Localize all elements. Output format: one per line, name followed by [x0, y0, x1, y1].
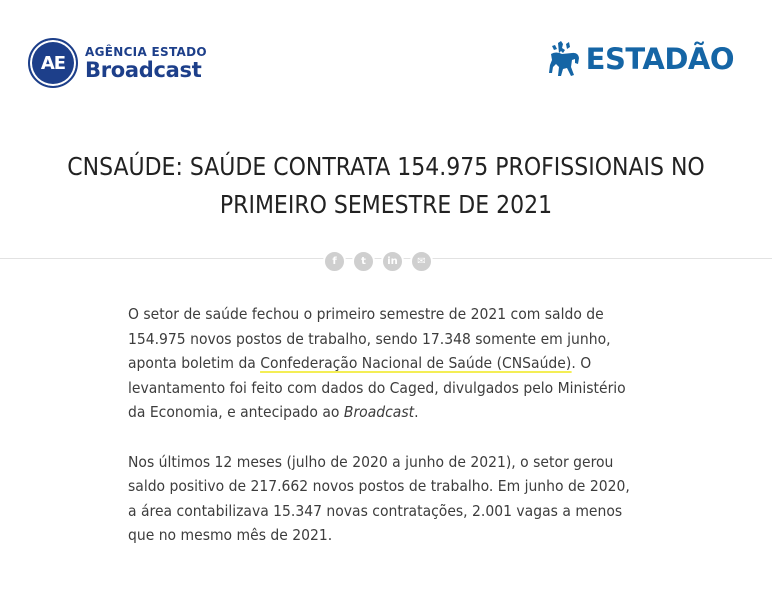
- share-bar: [323, 250, 433, 273]
- article-title-line-2: PRIMEIRO SEMESTRE DE 2021: [219, 190, 553, 219]
- broadcast-italic: Broadcast: [343, 403, 415, 421]
- linkedin-icon[interactable]: in: [381, 250, 404, 273]
- header: [0, 30, 772, 94]
- ae-logo-text: [85, 46, 207, 81]
- paragraph-1: [128, 302, 630, 425]
- facebook-icon[interactable]: f: [323, 250, 346, 273]
- twitter-icon[interactable]: t: [352, 250, 375, 273]
- paragraph-2: Nos últimos 12 meses (julho de 2020 a junho de 2021), o setor gerou saldo positivo de 217.662 novos postos de trabalho. Em junho de 2020, a área contabilizava 15.347 novas contratações, 2.001 vagas a menos que no mesmo mês de 2021.: [128, 452, 630, 544]
- ae-badge: AE: [28, 38, 78, 88]
- article-title: [46, 148, 725, 224]
- paragraph-1-part-3: .: [414, 403, 419, 421]
- cnsaude-link[interactable]: Confederação Nacional de Saúde (CNSaúde): [260, 354, 572, 372]
- paragraph-1-part-1: O setor de saúde fechou o primeiro semestre de 2021 com saldo de 154.975 novos postos de trabalho, sendo 17.348 somente em junho, aponta boletim da: [128, 305, 611, 372]
- agencia-estado-broadcast-logo[interactable]: [28, 38, 207, 88]
- horse-rider-icon: [548, 40, 582, 78]
- article-body: [128, 302, 648, 573]
- paragraph-1-part-2: . O levantamento foi feito com dados do Caged, divulgados pelo Ministério da Economia, e antecipado ao: [128, 354, 626, 421]
- ae-logo-top-line: AGÊNCIA ESTADO: [85, 44, 207, 59]
- estadao-wordmark: ESTADÃO: [585, 42, 734, 76]
- ae-logo-bottom-line: Broadcast: [85, 57, 202, 82]
- article-title-line-1: CNSAÚDE: SAÚDE CONTRATA 154.975 PROFISSIONAIS NO: [67, 152, 705, 181]
- estadao-logo[interactable]: [548, 40, 734, 78]
- email-icon[interactable]: ✉: [410, 250, 433, 273]
